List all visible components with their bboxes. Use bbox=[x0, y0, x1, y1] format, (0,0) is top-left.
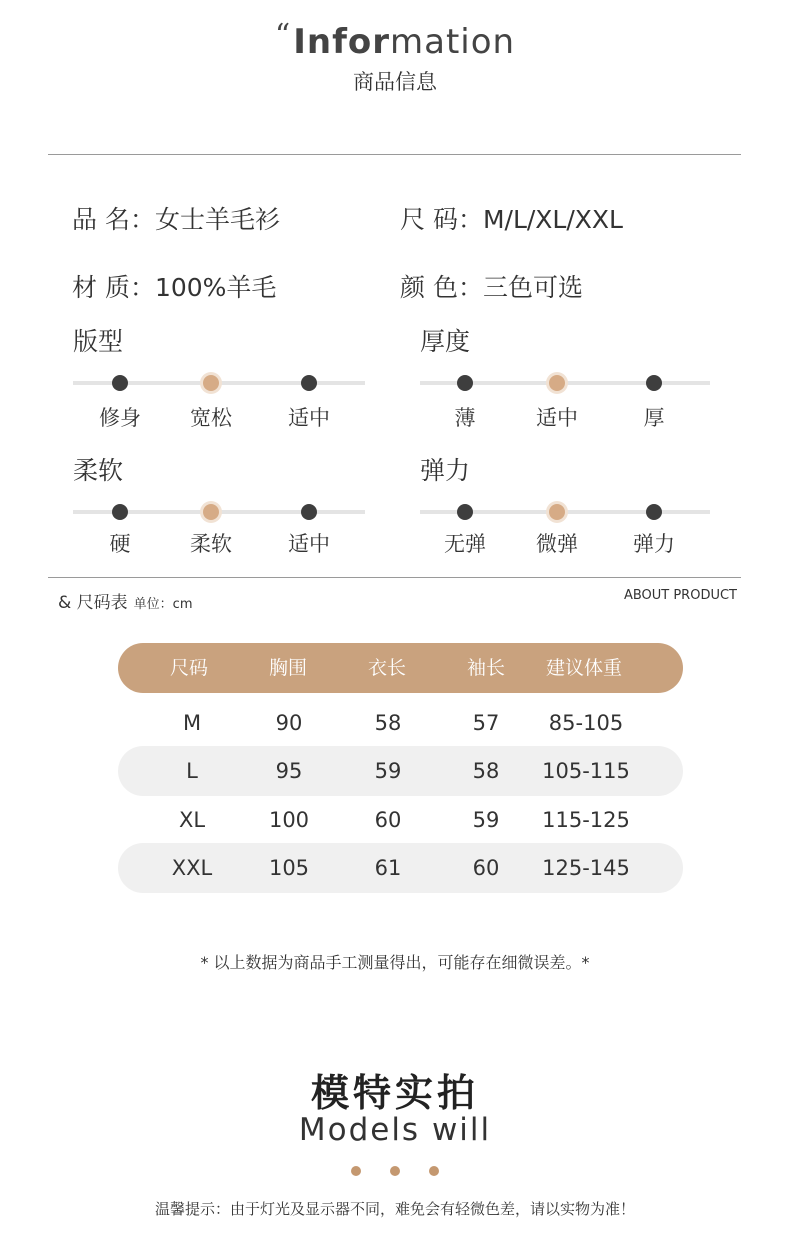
scale-softness-label-2: 适中 bbox=[288, 532, 330, 556]
scale-thickness-dot-0 bbox=[457, 375, 473, 391]
scale-fit-title: 版型 bbox=[73, 327, 124, 356]
table-cell: M bbox=[182, 711, 202, 735]
page-title bbox=[0, 18, 790, 62]
scale-thickness-label-0: 薄 bbox=[454, 406, 476, 430]
table-cell: 60 bbox=[472, 856, 500, 880]
scale-softness-label-1: 柔软 bbox=[190, 532, 232, 556]
info-name-key: 品 名： bbox=[72, 205, 155, 234]
models-title-cn: 模特实拍 bbox=[310, 1071, 479, 1115]
scale-softness-dot-1-selected bbox=[203, 504, 219, 520]
scale-softness-dot-2 bbox=[301, 504, 317, 520]
divider-size-chart bbox=[48, 577, 741, 578]
size-table-header bbox=[118, 643, 683, 693]
info-size bbox=[400, 200, 623, 236]
size-table-header-cell: 尺码 bbox=[169, 657, 208, 679]
table-cell: 100 bbox=[268, 808, 310, 832]
table-cell: 59 bbox=[374, 759, 402, 783]
info-color-value: 三色可选 bbox=[482, 273, 583, 302]
table-cell: 105-115 bbox=[542, 759, 630, 783]
scale-thickness-dot-1-selected bbox=[549, 375, 565, 391]
info-color bbox=[400, 268, 583, 304]
size-chart-unit: 单位：cm bbox=[133, 597, 193, 612]
table-cell: 57 bbox=[472, 711, 500, 735]
scale-softness-title: 柔软 bbox=[73, 456, 124, 485]
info-size-value: M/L/XL/XXL bbox=[482, 205, 623, 234]
color-difference-tip: 温馨提示：由于灯光及显示器不同，难免会有轻微色差，请以实物为准！ bbox=[154, 1200, 635, 1218]
scale-fit-dot-0 bbox=[112, 375, 128, 391]
scale-thickness-dot-2 bbox=[646, 375, 662, 391]
table-cell: 125-145 bbox=[542, 856, 630, 880]
table-row bbox=[118, 746, 683, 796]
scale-elasticity-label-1: 微弹 bbox=[536, 532, 578, 556]
table-cell: XXL bbox=[171, 856, 213, 880]
decorative-dot bbox=[351, 1166, 361, 1176]
scale-softness-label-0: 硬 bbox=[109, 532, 131, 556]
info-material-key: 材 质： bbox=[72, 273, 155, 302]
size-chart-title-text: & 尺码表 bbox=[58, 593, 128, 613]
size-table-header-cell: 胸围 bbox=[268, 657, 307, 679]
page-subtitle: 商品信息 bbox=[353, 70, 437, 94]
table-cell: 58 bbox=[472, 759, 500, 783]
about-product-label: ABOUT PRODUCT bbox=[623, 588, 737, 603]
size-chart-title bbox=[58, 588, 192, 613]
info-material-value: 100%羊毛 bbox=[154, 273, 277, 302]
title-light: mation bbox=[390, 22, 516, 62]
models-title-en: Models will bbox=[298, 1112, 492, 1148]
table-cell: 85-105 bbox=[548, 711, 624, 735]
table-cell: L bbox=[186, 759, 198, 783]
table-row bbox=[118, 698, 683, 748]
scale-fit-dot-2 bbox=[301, 375, 317, 391]
table-cell: 59 bbox=[472, 808, 500, 832]
measurement-note: * 以上数据为商品手工测量得出，可能存在细微误差。* bbox=[200, 953, 590, 972]
scale-elasticity-dot-0 bbox=[457, 504, 473, 520]
info-material bbox=[72, 268, 276, 304]
scale-elasticity-title: 弹力 bbox=[420, 456, 471, 485]
info-name-value: 女士羊毛衫 bbox=[154, 205, 280, 234]
scale-thickness-label-2: 厚 bbox=[643, 406, 665, 430]
table-cell: 60 bbox=[374, 808, 402, 832]
scale-softness-dot-0 bbox=[112, 504, 128, 520]
quote-mark: “ bbox=[274, 18, 292, 53]
info-name bbox=[72, 200, 280, 236]
table-cell: 58 bbox=[374, 711, 402, 735]
scale-thickness-title: 厚度 bbox=[420, 327, 471, 356]
table-cell: XL bbox=[178, 808, 206, 832]
table-row bbox=[118, 843, 683, 893]
decorative-dot bbox=[429, 1166, 439, 1176]
scale-thickness-label-1: 适中 bbox=[536, 406, 578, 430]
scale-elasticity-dot-1-selected bbox=[549, 504, 565, 520]
decorative-dot bbox=[390, 1166, 400, 1176]
table-cell: 105 bbox=[268, 856, 310, 880]
table-cell: 115-125 bbox=[542, 808, 630, 832]
table-cell: 95 bbox=[275, 759, 303, 783]
scale-fit-dot-1-selected bbox=[203, 375, 219, 391]
table-row bbox=[118, 795, 683, 845]
divider-top bbox=[48, 154, 741, 155]
table-cell: 61 bbox=[374, 856, 402, 880]
size-table-header-cell: 袖长 bbox=[466, 657, 505, 679]
scale-elasticity-label-2: 弹力 bbox=[633, 532, 675, 556]
size-table-header-cell: 衣长 bbox=[367, 657, 406, 679]
info-size-key: 尺 码： bbox=[400, 205, 483, 234]
table-cell: 90 bbox=[275, 711, 303, 735]
scale-elasticity-label-0: 无弹 bbox=[444, 532, 486, 556]
scale-fit-label-1: 宽松 bbox=[190, 406, 232, 430]
size-table-header-cell: 建议体重 bbox=[545, 657, 622, 679]
scale-fit-label-2: 适中 bbox=[288, 406, 330, 430]
info-color-key: 颜 色： bbox=[400, 273, 483, 302]
title-bold: Infor bbox=[293, 22, 391, 62]
scale-fit-label-0: 修身 bbox=[99, 406, 141, 430]
scale-elasticity-dot-2 bbox=[646, 504, 662, 520]
